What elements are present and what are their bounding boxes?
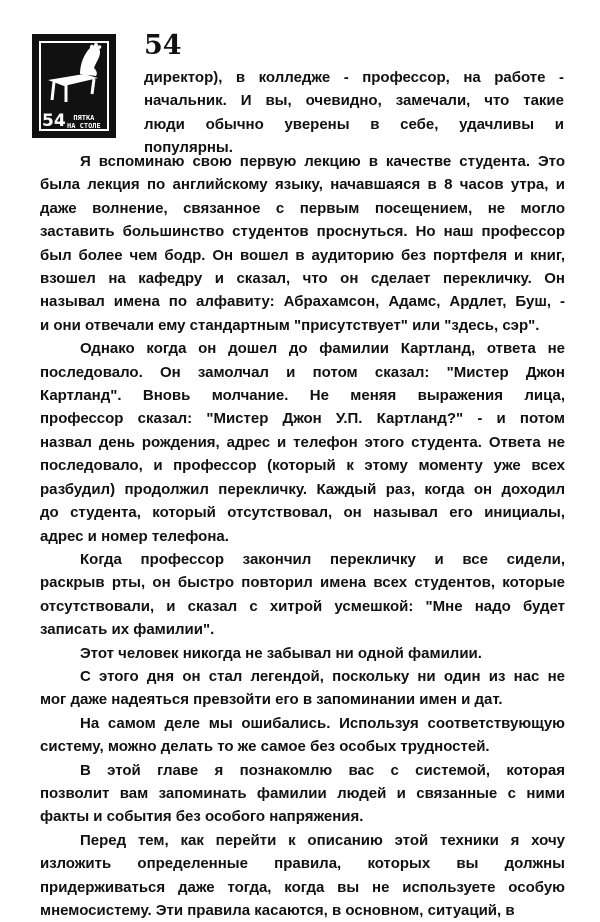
logo-caption — [67, 114, 101, 130]
text-line: люди обычно уверены в себе, удачливы и — [144, 115, 564, 133]
paragraph — [40, 548, 565, 642]
intro-paragraph — [144, 66, 564, 160]
text-line: Перед тем, как перейти к описанию этой техники я хочу — [80, 831, 565, 849]
logo-caption-line2: НА СТОЛЕ — [67, 122, 101, 130]
text-line: профессор сказал: "Мистер Джон У.П. Картланд?" - и потом — [40, 410, 565, 428]
text-line: начальник. И вы, очевидно, замечали, что такие — [144, 92, 564, 110]
logo-caption-line1: ПЯТКА — [73, 114, 95, 122]
text-line: мнемосистему. Эти правила касаются, в основном, ситуаций, в — [40, 902, 515, 919]
text-line: адрес и номер телефона. — [40, 527, 229, 545]
text-line: систему, можно делать то же самое без особых трудностей. — [40, 738, 490, 756]
text-line: до студента, который отсутствовал, он называл его инициалы, — [40, 504, 565, 522]
text-line: Этот человек никогда не забывал ни одной фамилии. — [80, 644, 482, 662]
text-line: факты и события без особого напряжения. — [40, 808, 364, 826]
text-line: был более чем бодр. Он вошел в аудиторию без портфеля и книг, — [40, 246, 565, 264]
chapter-logo — [32, 34, 116, 138]
paragraph — [40, 337, 565, 548]
text-line: последовало, и профессор (который к этому моменту уже всех — [40, 457, 565, 475]
paragraph — [40, 829, 565, 922]
text-line: В этой главе я познакомлю вас с системой, которая — [80, 761, 565, 779]
text-line: раскрыв рты, он быстро повторил имена всех студентов, которые — [40, 574, 565, 592]
paragraph — [40, 642, 565, 665]
text-line: Картланд". Вновь молчание. Не меняя выражения лица, — [40, 387, 565, 405]
text-line: директор), в колледже - профессор, на работе - — [144, 69, 564, 86]
logo-number: 54 — [42, 111, 66, 131]
text-line: изложить определенные правила, которых вы должны — [40, 855, 565, 873]
paragraph — [40, 150, 565, 337]
text-line: заставить большинство студентов проснуться. Но наш профессор — [40, 223, 565, 241]
text-line: придерживаться даже тогда, когда вы не используете особую — [40, 878, 565, 896]
text-line: позволит вам запоминать фамилии людей и связанные с ними — [40, 784, 565, 802]
main-text — [40, 150, 565, 922]
foot-on-table-icon — [40, 40, 110, 102]
text-line: взошел на кафедру и сказал, что он сделает перекличку. Он — [40, 270, 565, 288]
text-line: записать их фамилии". — [40, 621, 215, 639]
text-line: называл имена по алфавиту: Абрахамсон, Адамс, Ардлет, Буш, - — [40, 293, 565, 311]
paragraph — [40, 712, 565, 759]
paragraph — [40, 759, 565, 829]
text-line: назвал день рождения, адрес и телефон этого студента. Ответа не — [40, 433, 565, 451]
text-line: последовало. Он замолчал и потом сказал: "Мистер Джон — [40, 363, 565, 381]
text-line: Однако когда он дошел до фамилии Картланд, ответа не — [80, 340, 565, 358]
text-line: Я вспоминаю свою первую лекцию в качестве студента. Это — [80, 153, 565, 170]
text-line: Когда профессор закончил перекличку и все сидели, — [80, 550, 565, 568]
page-number: 54 — [144, 30, 182, 61]
text-line: даже волнение, связанное с первым посещением, не могло — [40, 199, 565, 217]
text-line: С этого дня он стал легендой, поскольку ни один из нас не — [80, 667, 565, 685]
text-line: была лекция по английскому языку, начавшаяся в 8 часов утра, и — [40, 176, 565, 194]
text-line: мог даже надеяться превзойти его в запоминании имен и дат. — [40, 691, 503, 709]
text-line: отсутствовали, и сказал с хитрой усмешкой: "Мне надо будет — [40, 597, 565, 615]
text-line: разбудил) продолжил перекличку. Каждый раз, когда он доходил — [40, 480, 565, 498]
paragraph — [40, 665, 565, 712]
text-line: популярны. — [144, 139, 233, 157]
text-line: и они отвечали ему стандартным "присутствует" или "здесь, сэр". — [40, 316, 540, 334]
text-line: На самом деле мы ошибались. Используя соответствующую — [80, 714, 565, 732]
